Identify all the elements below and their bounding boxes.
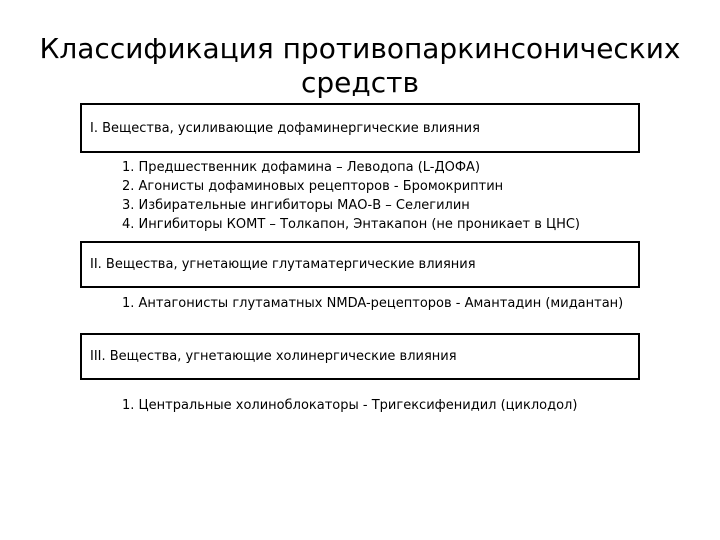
list-item: 1. Предшественник дофамина – Леводопа (L-ДОФА) <box>122 160 481 175</box>
list-item: 3. Избирательные ингибиторы МАО-В – Селегилин <box>122 198 470 213</box>
section-1-heading-box <box>80 103 640 153</box>
section-1-heading: I. Вещества, усиливающие дофаминергические влияния <box>90 120 480 136</box>
list-item: 2. Агонисты дофаминовых рецепторов - Бромокриптин <box>122 179 504 194</box>
section-2-heading-box <box>80 241 640 288</box>
list-item: 1. Антагонисты глутаматных NMDA-рецепторов - Амантадин (мидантан) <box>122 296 624 311</box>
section-3-list <box>88 396 648 415</box>
section-1-list <box>88 158 648 234</box>
slide-title: Классификация противопаркинсонических средств <box>39 32 681 99</box>
section-2-heading: II. Вещества, угнетающие глутаматергические влияния <box>90 257 476 272</box>
section-3-heading-box <box>80 333 640 380</box>
list-item: 4. Ингибиторы КОМТ – Толкапон, Энтакапон (не проникает в ЦНС) <box>122 217 581 232</box>
list-item: 1. Центральные холиноблокаторы - Тригексифенидил (циклодол) <box>122 398 578 413</box>
section-2-list <box>88 294 648 313</box>
section-3-heading: III. Вещества, угнетающие холинергические влияния <box>90 349 457 364</box>
